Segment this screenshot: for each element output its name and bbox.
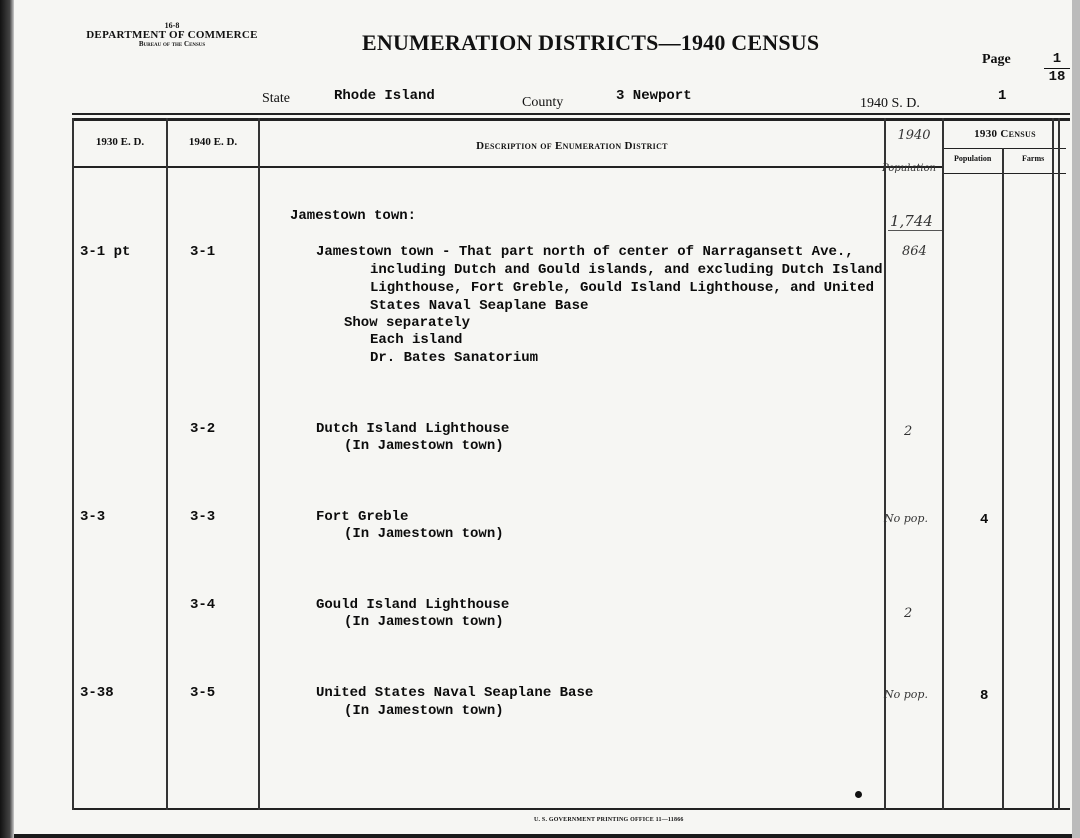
col-header-description: Description of Enumeration District bbox=[476, 140, 668, 152]
page-title: ENUMERATION DISTRICTS—1940 CENSUS bbox=[362, 30, 820, 55]
population-1940: 864 bbox=[902, 244, 927, 259]
column-divider bbox=[1002, 148, 1004, 810]
page-label: Page bbox=[982, 52, 1011, 67]
state-value: Rhode Island bbox=[334, 88, 435, 104]
bureau-name: Bureau of the Census bbox=[138, 40, 206, 48]
ed-1930-cell: 3-1 pt bbox=[80, 244, 131, 260]
ed-1940-cell: 3-4 bbox=[190, 597, 216, 613]
col-header-1930-census: 1930 Census bbox=[974, 128, 1036, 140]
col-header-1930-population: Population bbox=[954, 154, 992, 163]
state-label: State bbox=[262, 91, 290, 106]
town-heading: Jamestown town: bbox=[290, 208, 417, 224]
ed-1940-cell: 3-3 bbox=[190, 509, 216, 525]
col-header-1930-ed: 1930 E. D. bbox=[95, 136, 145, 148]
table-top-rule bbox=[72, 118, 1070, 121]
column-header-rule bbox=[72, 166, 942, 168]
col-header-1930-farms: Farms bbox=[1022, 154, 1045, 163]
population-underline bbox=[888, 230, 942, 231]
census-subheader-rule bbox=[942, 148, 1066, 149]
population-1940: 2 bbox=[904, 424, 913, 439]
census-document-page bbox=[14, 0, 1074, 834]
form-number: 16-8 bbox=[164, 21, 180, 30]
scan-left-edge bbox=[0, 0, 14, 838]
population-1940: 2 bbox=[904, 606, 913, 621]
description-line: States Naval Seaplane Base bbox=[370, 298, 589, 314]
description-line: Show separately bbox=[344, 315, 471, 331]
col-header-1940-population: Population bbox=[882, 163, 937, 174]
description-line: Gould Island Lighthouse bbox=[316, 597, 510, 613]
col-header-1940-pop-year: 1940 bbox=[897, 128, 931, 143]
department-name: DEPARTMENT OF COMMERCE bbox=[86, 29, 258, 41]
column-divider bbox=[1058, 118, 1060, 810]
col-header-1940-ed: 1940 E. D. bbox=[188, 136, 238, 148]
ed-1940-cell: 3-1 bbox=[190, 244, 216, 260]
population-1940: No pop. bbox=[884, 688, 928, 701]
page-number-fraction bbox=[1044, 52, 1070, 85]
population-1940: No pop. bbox=[884, 512, 928, 525]
description-line: Lighthouse, Fort Greble, Gould Island Lighthouse, and United bbox=[370, 280, 875, 296]
ed-1930-cell: 3-3 bbox=[80, 509, 106, 525]
sd-label: 1940 S. D. bbox=[860, 96, 920, 111]
scan-right-edge bbox=[1072, 0, 1080, 838]
column-divider bbox=[942, 118, 944, 810]
county-label: County bbox=[522, 95, 564, 110]
description-line: (In Jamestown town) bbox=[344, 438, 504, 454]
page-number: 1 bbox=[1052, 51, 1062, 67]
ed-1940-cell: 3-2 bbox=[190, 421, 216, 437]
population-1930: 8 bbox=[980, 688, 989, 704]
column-divider bbox=[884, 118, 886, 810]
ink-dot bbox=[855, 791, 862, 798]
column-divider bbox=[1052, 118, 1054, 810]
header-top-rule bbox=[72, 113, 1070, 115]
description-line: Dutch Island Lighthouse bbox=[316, 421, 510, 437]
column-divider bbox=[166, 118, 168, 810]
population-1940: 1,744 bbox=[890, 212, 933, 230]
description-line: Each island bbox=[370, 332, 463, 348]
ed-1930-cell: 3-38 bbox=[80, 685, 114, 701]
county-value: 3 Newport bbox=[616, 88, 692, 104]
page-total: 18 bbox=[1048, 69, 1066, 85]
description-line: including Dutch and Gould islands, and excluding Dutch Island bbox=[370, 262, 883, 278]
department-heading bbox=[72, 22, 272, 48]
column-divider bbox=[258, 118, 260, 810]
description-line: Jamestown town - That part north of center of Narragansett Ave., bbox=[316, 244, 854, 260]
population-1930: 4 bbox=[980, 512, 989, 528]
printing-office-footer: U. S. GOVERNMENT PRINTING OFFICE 11—11866 bbox=[534, 817, 684, 823]
table-bottom-rule bbox=[72, 808, 1070, 810]
description-line: United States Naval Seaplane Base bbox=[316, 685, 594, 701]
description-line: Fort Greble bbox=[316, 509, 409, 525]
census-header-bottom-rule bbox=[942, 173, 1066, 174]
description-line: Dr. Bates Sanatorium bbox=[370, 350, 539, 366]
description-line: (In Jamestown town) bbox=[344, 526, 504, 542]
description-line: (In Jamestown town) bbox=[344, 614, 504, 630]
sd-value: 1 bbox=[998, 88, 1007, 104]
column-divider bbox=[72, 118, 74, 810]
ed-1940-cell: 3-5 bbox=[190, 685, 216, 701]
description-line: (In Jamestown town) bbox=[344, 703, 504, 719]
